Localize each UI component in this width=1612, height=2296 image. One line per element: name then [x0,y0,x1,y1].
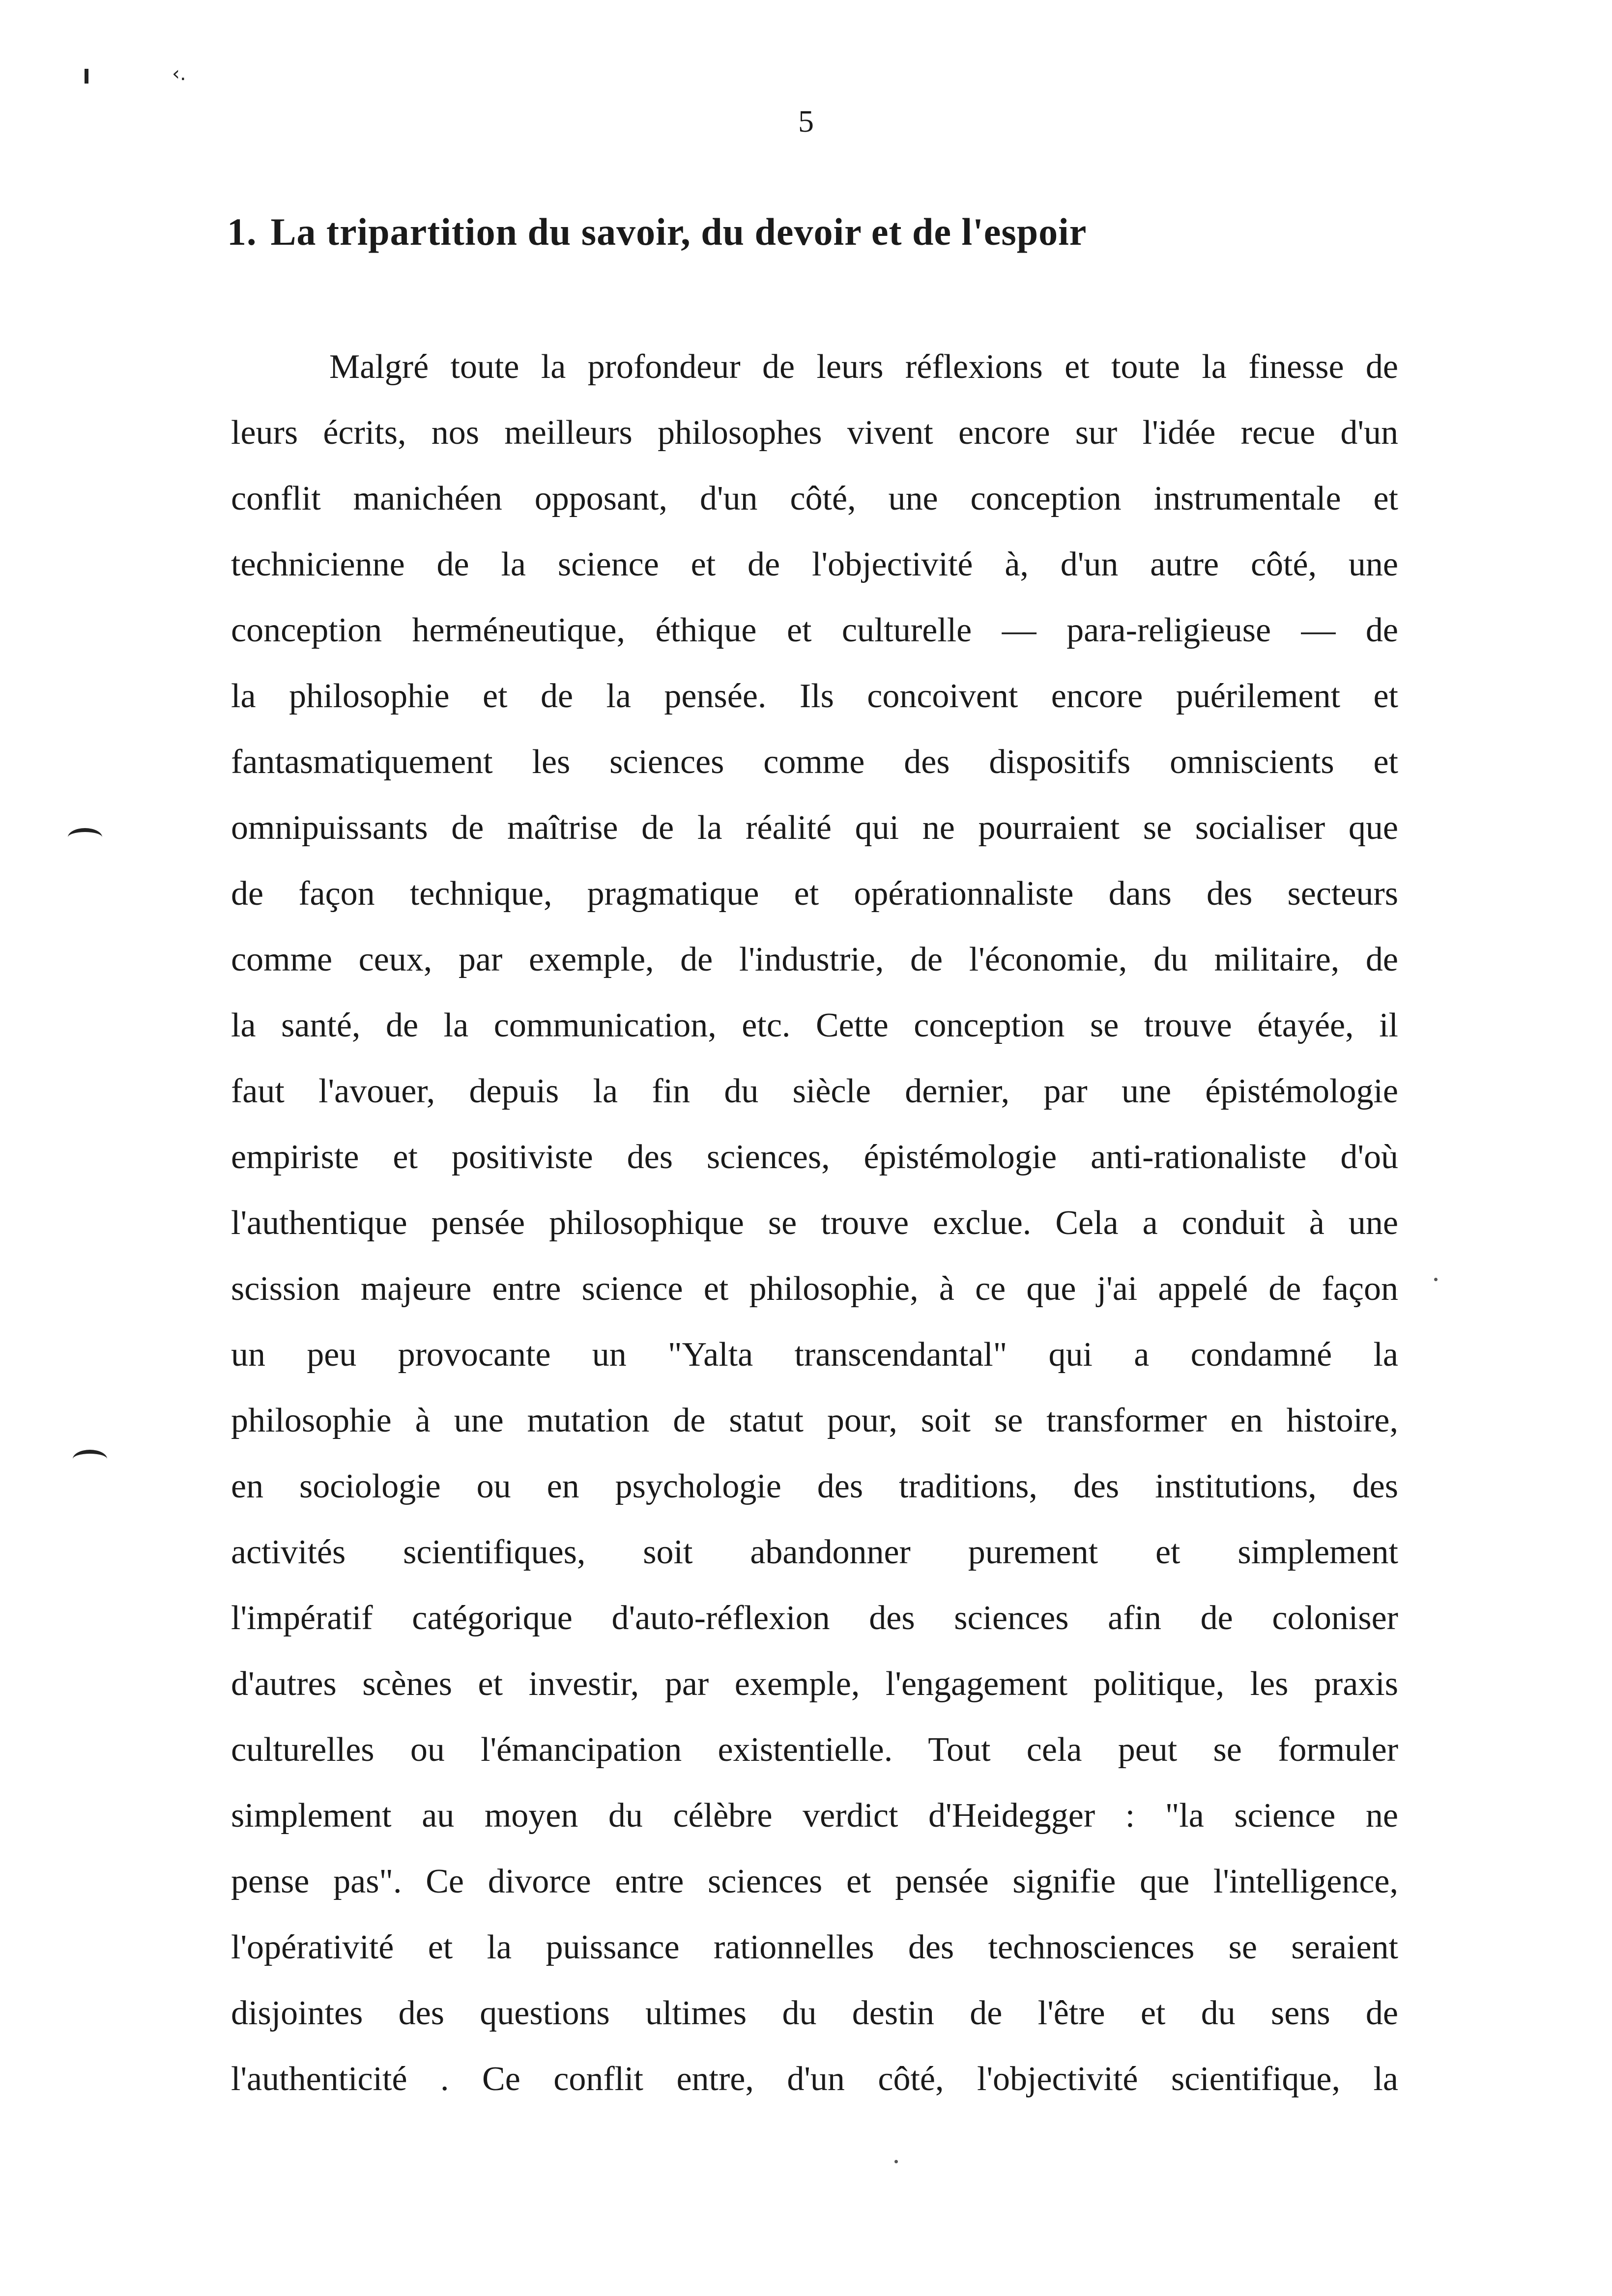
text-line: philosophie à une mutation de statut pour, soit se transformer en histoire, [231,1402,1398,1439]
text-line: l'opérativité et la puissance rationnelles des technosciences se seraient [231,1928,1398,1966]
text-line: en sociologie ou en psychologie des traditions, des institutions, des [231,1467,1398,1505]
text-line: leurs écrits, nos meilleurs philosophes vivent encore sur l'idée recue d'un [231,414,1398,452]
text-line: pense pas". Ce divorce entre sciences et pensée signifie que l'intelligence, [231,1863,1398,1900]
text-line: Malgré toute la profondeur de leurs réflexions et toute la finesse de [329,348,1398,386]
text-line: la philosophie et de la pensée. Ils concoivent encore puérilement et [231,677,1398,715]
scan-dot-mark [1434,1278,1438,1281]
text-line: comme ceux, par exemple, de l'industrie, de l'économie, du militaire, de [231,941,1398,978]
text-line: simplement au moyen du célèbre verdict d'Heidegger : "la science ne [231,1797,1398,1835]
text-line: faut l'avouer, depuis la fin du siècle dernier, par une épistémologie [231,1072,1398,1110]
body-paragraph [231,334,1398,2112]
section-heading [227,209,1431,255]
text-line: scission majeure entre science et philosophie, à ce que j'ai appelé de façon [231,1270,1398,1308]
text-line: l'authentique pensée philosophique se trouve exclue. Cela a conduit à une [231,1204,1398,1242]
text-line: conflit manichéen opposant, d'un côté, une conception instrumentale et [231,480,1398,517]
section-title: La tripartition du savoir, du devoir et de l'espoir [270,210,1087,253]
text-line: l'authenticité . Ce conflit entre, d'un côté, l'objectivité scientifique, la [231,2060,1398,2098]
text-line: activités scientifiques, soit abandonner purement et simplement [231,1533,1398,1571]
text-line: conception herméneutique, éthique et culturelle — para-religieuse — de [231,611,1398,649]
page-number: 5 [798,104,814,139]
text-line: de façon technique, pragmatique et opérationnaliste dans des secteurs [231,875,1398,913]
section-number: 1. [227,210,257,253]
scan-dot-mark [894,2160,898,2163]
text-line: technicienne de la science et de l'objectivité à, d'un autre côté, une [231,545,1398,583]
scan-comma-mark: ‹. [172,62,186,85]
text-line: l'impératif catégorique d'auto-réflexion des sciences afin de coloniser [231,1599,1398,1637]
text-line: d'autres scènes et investir, par exemple, l'engagement politique, les praxis [231,1665,1398,1703]
scan-tick-mark [85,69,88,84]
text-line: un peu provocante un "Yalta transcendantal" qui a condamné la [231,1336,1398,1374]
margin-arc-mark [68,828,102,847]
text-line: fantasmatiquement les sciences comme des dispositifs omniscients et [231,743,1398,781]
text-line: culturelles ou l'émancipation existentielle. Tout cela peut se formuler [231,1731,1398,1769]
text-line: disjointes des questions ultimes du destin de l'être et du sens de [231,1994,1398,2032]
margin-arc-mark [73,1450,107,1468]
text-line: empiriste et positiviste des sciences, épistémologie anti-rationaliste d'où [231,1138,1398,1176]
text-line: la santé, de la communication, etc. Cette conception se trouve étayée, il [231,1006,1398,1044]
text-line: omnipuissants de maîtrise de la réalité qui ne pourraient se socialiser que [231,809,1398,847]
